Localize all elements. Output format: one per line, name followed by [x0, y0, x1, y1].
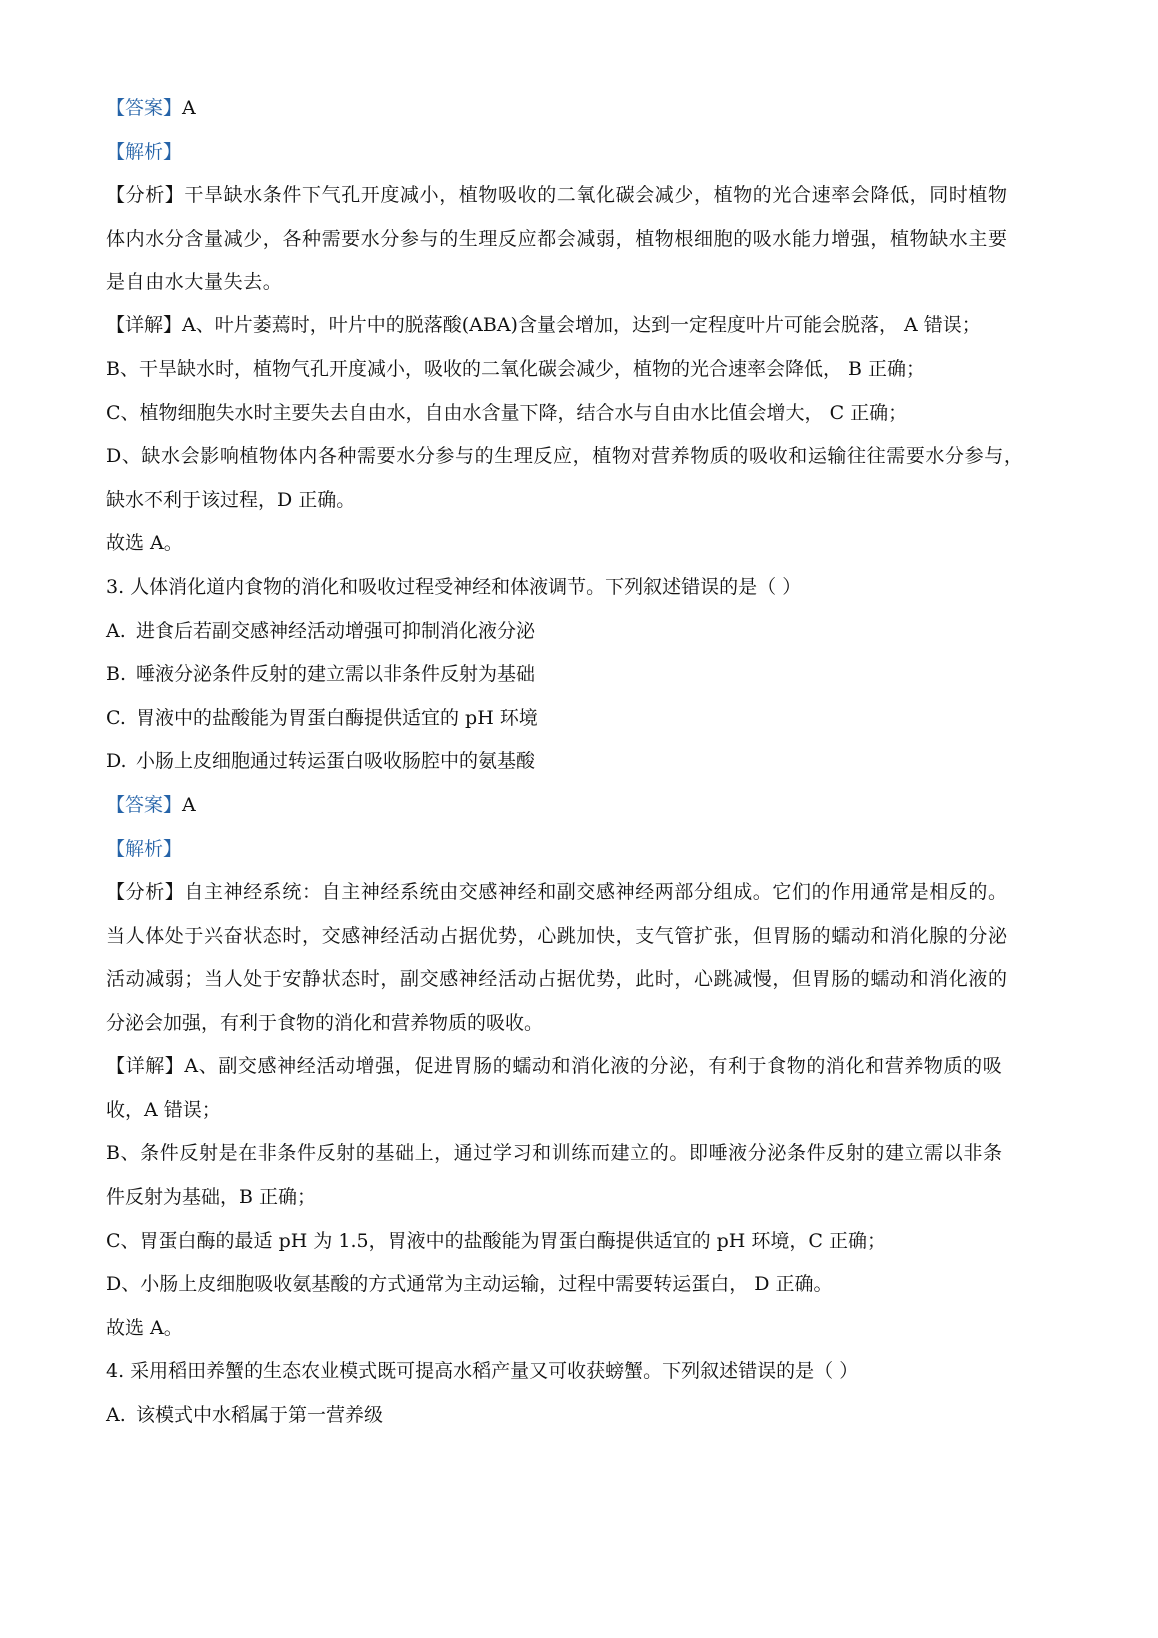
- analysis-line: [106, 138, 182, 166]
- option-text: 小肠上皮细胞通过转运蛋白吸收肠腔中的氨基酸: [136, 750, 536, 772]
- xiangjie-text: B、条件反射是在非条件反射的基础上，通过学习和训练而建立的。即唾液分泌条件反射的建立需以非条: [106, 1142, 1003, 1164]
- answer-value: A: [182, 97, 196, 119]
- option-letter: A.: [106, 1404, 126, 1426]
- xiangjie-text: 缺水不利于该过程，D 正确。: [106, 489, 356, 511]
- question-stem: 3. 人体消化道内食物的消化和吸收过程受神经和体液调节。下列叙述错误的是（ ）: [106, 576, 802, 598]
- conclusion: 故选 A。: [106, 532, 183, 554]
- answer-line: [106, 94, 196, 122]
- fenxi-text: 体内水分含量减少，各种需要水分参与的生理反应都会减弱，植物根细胞的吸水能力增强，植物缺水主要: [106, 228, 1008, 250]
- option-a: [106, 617, 535, 645]
- xiangjie-text: 件反射为基础，B 正确；: [106, 1186, 317, 1208]
- option-letter: D.: [106, 750, 127, 772]
- option-letter: A.: [106, 620, 126, 642]
- answer-value: A: [182, 794, 196, 816]
- fenxi-line: [106, 181, 1008, 209]
- fenxi-text: 自主神经系统：自主神经系统由交感神经和副交感神经两部分组成。它们的作用通常是相反的。: [184, 881, 1008, 903]
- xiangjie-tag: 【详解】: [106, 314, 183, 336]
- option-text: 胃液中的盐酸能为胃蛋白酶提供适宜的 pH 环境: [136, 707, 538, 729]
- xiangjie-text: C、植物细胞失水时主要失去自由水，自由水含量下降，结合水与自由水比值会增大， C 正确；: [106, 402, 908, 424]
- fenxi-text: 干旱缺水条件下气孔开度减小，植物吸收的二氧化碳会减少，植物的光合速率会降低，同时植物: [184, 184, 1008, 206]
- option-text: 进食后若副交感神经活动增强可抑制消化液分泌: [136, 620, 536, 642]
- xiangjie-text: D、缺水会影响植物体内各种需要水分参与的生理反应，植物对营养物质的吸收和运输往往需要水分参与，: [106, 445, 1024, 467]
- analysis-tag: 【解析】: [106, 838, 183, 860]
- xiangjie-line: [106, 1052, 1002, 1080]
- option-letter: B.: [106, 663, 127, 685]
- option-b: [106, 660, 535, 688]
- fenxi-text: 当人体处于兴奋状态时，交感神经活动占据优势，心跳加快，支气管扩张，但胃肠的蠕动和消化腺的分泌: [106, 925, 1008, 947]
- fenxi-text: 分泌会加强，有利于食物的消化和营养物质的吸收。: [106, 1012, 544, 1034]
- xiangjie-text: A、叶片萎蔫时，叶片中的脱落酸(ABA)含量会增加，达到一定程度叶片可能会脱落， A 错误；: [182, 314, 981, 336]
- fenxi-text: 是自由水大量失去。: [106, 271, 283, 293]
- analysis-line: [106, 835, 182, 863]
- xiangjie-tag: 【详解】: [106, 1055, 185, 1077]
- xiangjie-text: D、小肠上皮细胞吸收氨基酸的方式通常为主动运输，过程中需要转运蛋白， D 正确。: [106, 1273, 833, 1295]
- fenxi-text: 活动减弱；当人处于安静状态时，副交感神经活动占据优势，此时，心跳减慢，但胃肠的蠕动和消化液的: [106, 968, 1008, 990]
- option-d: [106, 747, 535, 775]
- conclusion: 故选 A。: [106, 1317, 183, 1339]
- xiangjie-text: 收，A 错误；: [106, 1099, 221, 1121]
- answer-line: [106, 791, 196, 819]
- xiangjie-line: [106, 311, 981, 339]
- option-letter: C.: [106, 707, 126, 729]
- analysis-tag: 【解析】: [106, 141, 183, 163]
- fenxi-tag: 【分析】: [106, 184, 185, 206]
- fenxi-line: [106, 878, 1008, 906]
- answer-tag: 【答案】: [106, 794, 183, 816]
- question-stem: 4. 采用稻田养蟹的生态农业模式既可提高水稻产量又可收获螃蟹。下列叙述错误的是（ ）: [106, 1360, 859, 1382]
- option-text: 该模式中水稻属于第一营养级: [136, 1404, 384, 1426]
- option-c: [106, 704, 538, 732]
- answer-tag: 【答案】: [106, 97, 183, 119]
- fenxi-tag: 【分析】: [106, 881, 185, 903]
- option-a: [106, 1401, 383, 1429]
- xiangjie-text: C、胃蛋白酶的最适 pH 为 1.5，胃液中的盐酸能为胃蛋白酶提供适宜的 pH 环境，C 正确；: [106, 1230, 886, 1252]
- xiangjie-text: B、干旱缺水时，植物气孔开度减小，吸收的二氧化碳会减少，植物的光合速率会降低， B 正确；: [106, 358, 926, 380]
- option-text: 唾液分泌条件反射的建立需以非条件反射为基础: [136, 663, 536, 685]
- xiangjie-text: A、副交感神经活动增强，促进胃肠的蠕动和消化液的分泌，有利于食物的消化和营养物质的吸: [184, 1055, 1003, 1077]
